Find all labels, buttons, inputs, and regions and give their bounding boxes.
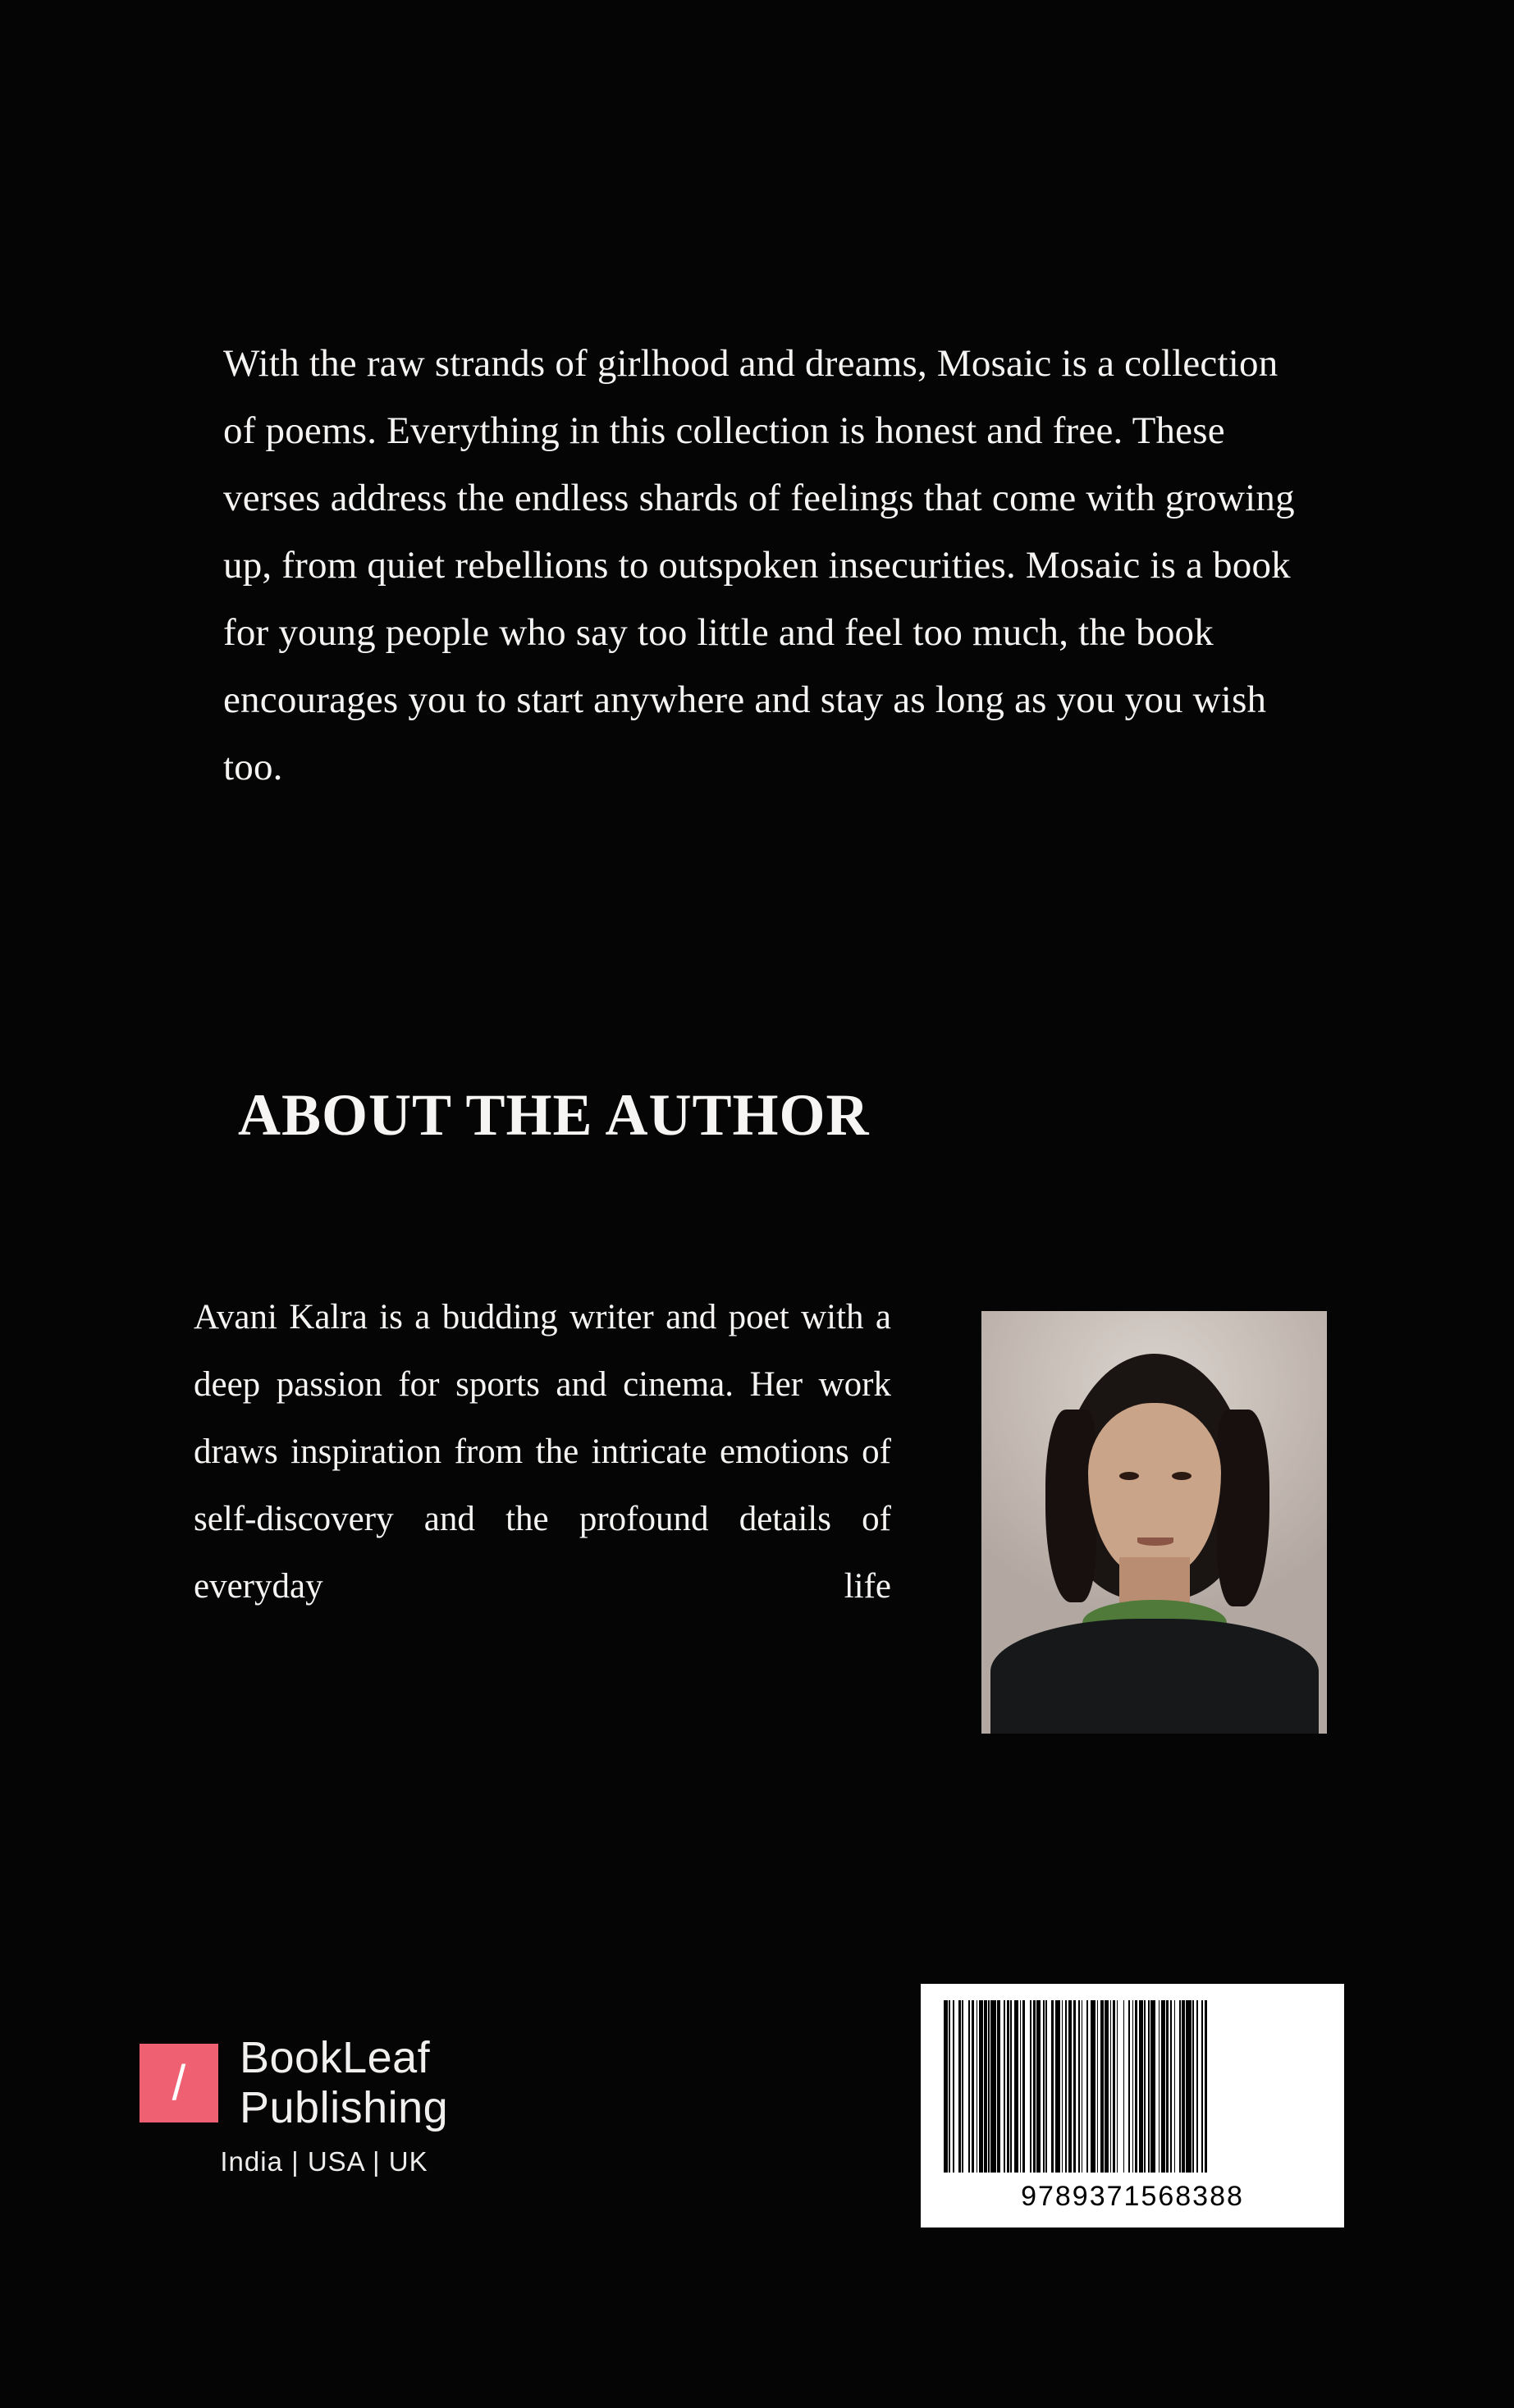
portrait-eye-right [1172,1472,1192,1480]
publisher-name-line1: BookLeaf [240,2033,431,2082]
about-the-author-heading: ABOUT THE AUTHOR [238,1081,870,1148]
portrait-hair-left [1045,1410,1096,1602]
slash-icon [140,2044,218,2122]
publisher-logo-row [140,2033,599,2133]
author-portrait-photo [981,1311,1327,1734]
barcode [921,1984,1344,2228]
portrait-face [1088,1403,1221,1577]
publisher-regions: India | USA | UK [220,2146,428,2177]
author-bio: Avani Kalra is a budding writer and poet with a deep passion for sports and cinema. Her work draws inspiration from the intricate emotions of self-discovery and the profound details of everyday life [194,1298,891,1606]
publisher-name [240,2033,448,2133]
barcode-isbn-number: 9789371568388 [1021,2181,1244,2212]
publisher-name-line2: Publishing [240,2083,449,2132]
portrait-shirt [990,1619,1319,1734]
portrait-mouth [1137,1538,1173,1546]
book-blurb: With the raw strands of girlhood and dreams, Mosaic is a collection of poems. Everything in this collection is honest and free. These verses address the endless shards of feelings that come with growing up, from quiet rebellions to outspoken insecurities. Mosaic is a book for young people who say too little and feel too much, the book encourages you to start anywhere and stay as long as you you wish too. [223,342,1295,788]
slash-glyph: / [172,2055,186,2110]
publisher-logo [140,2033,599,2177]
barcode-bars [944,2000,1321,2173]
barcode-bar [1207,2000,1210,2173]
portrait-eye-left [1119,1472,1139,1480]
portrait-hair-right [1217,1410,1269,1606]
